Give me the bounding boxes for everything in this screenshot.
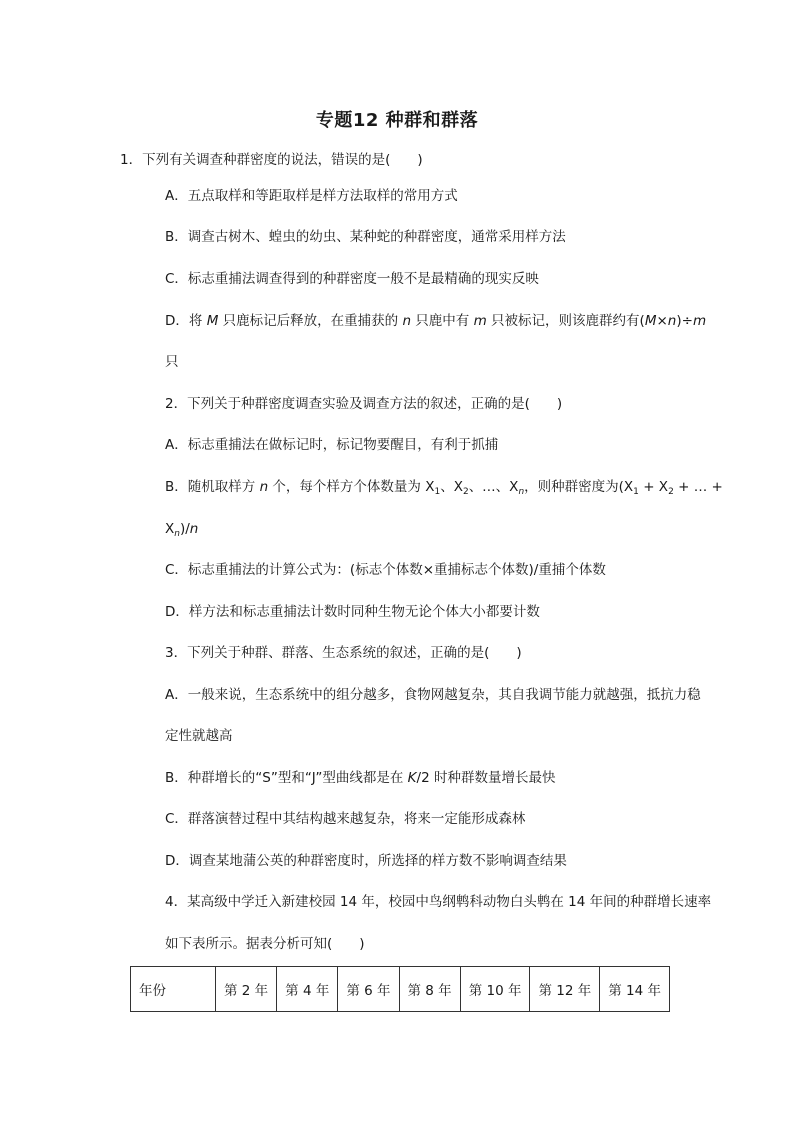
table-year-cell: 第 4 年 [277,967,338,1012]
question-4-stem-wrap: 如下表所示。据表分析可知( ) [165,936,365,952]
question-1-option-d: D．将 M 只鹿标记后释放，在重捕获的 n 只鹿中有 m 只被标记，则该鹿群约有(M×n)÷m [165,313,707,329]
table-year-cell: 第 14 年 [600,967,670,1012]
table-year-cell: 第 6 年 [338,967,399,1012]
question-2-option-b: B．随机取样方 n 个，每个样方个体数量为 $X_1$、$X_2$、…、$X_n$，则种群密度为($X_1 + X_2$ + … + [165,479,723,497]
question-2-option-c: C．标志重捕法的计算公式为：(标志个体数×重捕标志个体数)/重捕个体数 [165,562,606,578]
question-3-option-c: C．群落演替过程中其结构越来越复杂，将来一定能形成森林 [165,811,526,827]
table-row [131,967,670,1012]
table-year-cell: 第 2 年 [216,967,277,1012]
question-1-option-b: B．调查古树木、蝗虫的幼虫、某种蛇的种群密度，通常采用样方法 [165,229,566,245]
question-3-option-a-wrap: 定性就越高 [165,728,233,744]
question-2-option-a: A．标志重捕法在做标记时，标记物要醒目，有利于抓捕 [165,437,499,453]
question-1-option-c: C．标志重捕法调查得到的种群密度一般不是最精确的现实反映 [165,271,539,287]
question-2-stem: 2．下列关于种群密度调查实验及调查方法的叙述，正确的是( ) [165,396,563,412]
table-year-cell: 第 12 年 [530,967,600,1012]
question-2-option-d: D．样方法和标志重捕法计数时同种生物无论个体大小都要计数 [165,604,540,620]
page-title: 专题12 种群和群落 [315,110,479,131]
question-4-stem: 4．某高级中学迁入新建校园 14 年，校园中鸟纲鹎科动物白头鹎在 14 年间的种群增长速率 [165,894,712,910]
question-2-option-b-wrap: $X_n)/n$ [165,521,199,539]
question-3-stem: 3．下列关于种群、群落、生态系统的叙述，正确的是( ) [165,645,522,661]
growth-rate-table [130,966,670,1012]
question-3-option-d: D．调查某地蒲公英的种群密度时，所选择的样方数不影响调查结果 [165,853,567,869]
question-1-option-d-wrap: 只 [165,354,179,370]
question-1-option-a: A．五点取样和等距取样是样方法取样的常用方式 [165,188,458,204]
table-year-cell: 第 8 年 [399,967,460,1012]
question-3-option-a: A．一般来说，生态系统中的组分越多，食物网越复杂，其自我调节能力就越强，抵抗力稳 [165,687,701,703]
table-header-cell: 年份 [131,967,216,1012]
question-1-stem: 1．下列有关调查种群密度的说法，错误的是( ) [120,152,423,168]
question-3-option-b: B．种群增长的“S”型和“J”型曲线都是在 K/2 时种群数量增长最快 [165,770,556,786]
table-year-cell: 第 10 年 [460,967,530,1012]
